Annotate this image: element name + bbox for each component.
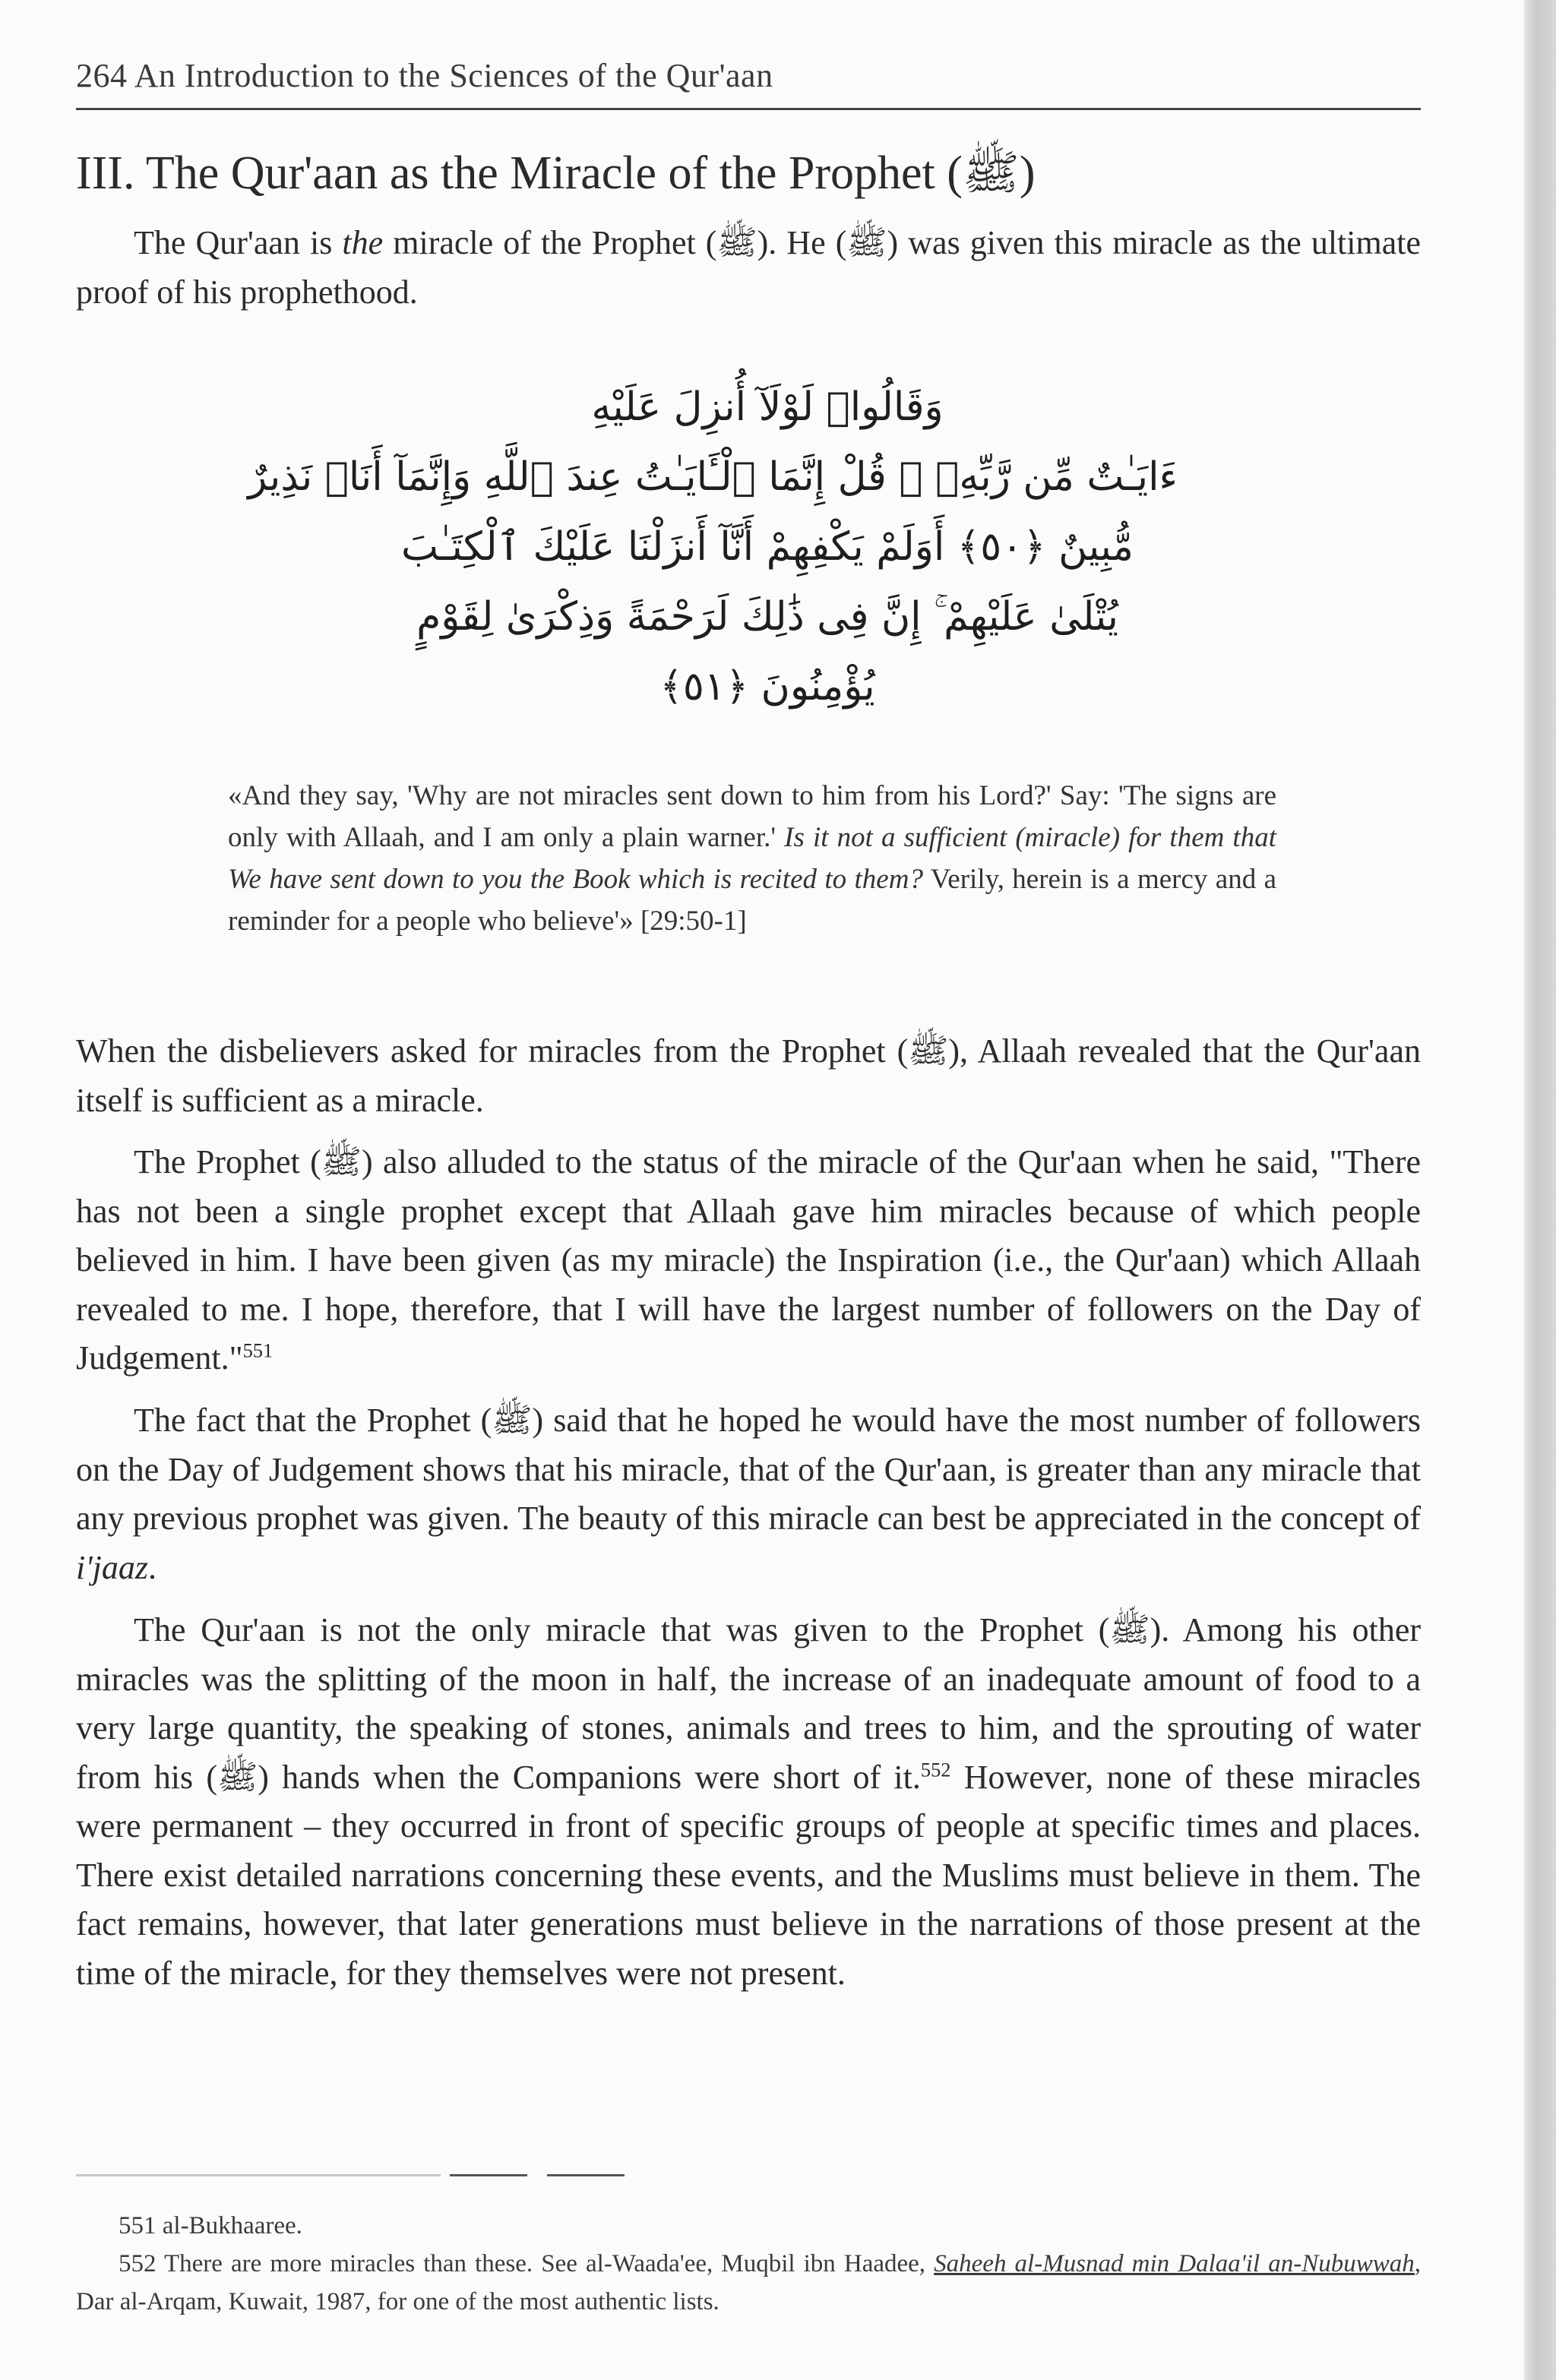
paragraph-other-miracles bbox=[76, 1606, 1421, 1998]
footnote-ref-551[interactable]: 551 bbox=[242, 1339, 274, 1362]
intro-emphasis: the bbox=[342, 224, 384, 261]
arabic-line: ءَايَـٰتٌ مِّن رَّبِّهِۦ ۖ قُلْ إِنَّمَا ٱلْـَٔايَـٰتُ عِندَ ٱللَّهِ وَإِنَّمَآ أَنَا۠ نَذِيرٌ bbox=[248, 454, 1178, 500]
footnote-552-title: Saheeh al-Musnad min Dalaa'il an-Nubuwwah bbox=[934, 2250, 1415, 2277]
footnote-552-text-a: 552 There are more miracles than these. See al-Waada'ee, Muqbil ibn Haadee, bbox=[119, 2250, 935, 2277]
footnote-rule bbox=[450, 2174, 527, 2176]
translation-text-2: Verily, herein is a mercy and a reminder for a people who believe'» [29:50-1] bbox=[228, 864, 1276, 937]
footnote-551: 551 al-Bukhaaree. bbox=[119, 2212, 302, 2239]
page-header bbox=[76, 50, 1421, 110]
footnotes bbox=[76, 2207, 1421, 2321]
footnote-552-text-b: , Dar al-Arqam, Kuwait, 1987, for one of the most authentic lists. bbox=[76, 2250, 1421, 2315]
intro-text-1: The Qur'aan is bbox=[134, 224, 343, 261]
verse-translation bbox=[228, 775, 1276, 942]
footnote-ref-552[interactable]: 552 bbox=[920, 1757, 951, 1781]
paragraph-followers bbox=[76, 1396, 1421, 1592]
arabic-line: مُّبِينٌ ﴿٥٠﴾ أَوَلَمْ يَكْفِهِمْ أَنَّآ أَنزَلْنَا عَلَيْكَ ٱلْكِتَـٰبَ bbox=[401, 524, 1134, 570]
footnote-rule-faint bbox=[76, 2174, 441, 2176]
arabic-line: وَقَالُوا۟ لَوْلَآ أُنزِلَ عَلَيْهِ bbox=[591, 384, 944, 430]
arabic-line: يُؤْمِنُونَ ﴿٥١﴾ bbox=[659, 664, 875, 710]
section-title: III. The Qur'aan as the Miracle of the Prophet (ﷺ) bbox=[76, 147, 1036, 199]
quran-arabic-verse bbox=[248, 372, 1178, 729]
paragraph-hadith bbox=[76, 1138, 1421, 1383]
translation-italic: Is it not a sufficient (miracle) for them that We have sent down to you the Book which is recited to them? bbox=[228, 822, 1276, 895]
running-head: 264 An Introduction to the Sciences of the Qur'aan bbox=[76, 57, 773, 94]
miracles-text-a: The Qur'aan is not the only miracle that was given to the Prophet (ﷺ). Among his other miracles was the splitting of the moon in half, the increase of an inadequate amount of food to a very large quantity, the speaking of stones, animals and trees to him, and the sprouting of water from his (ﷺ) hands when the Companions were short of it. bbox=[76, 1611, 1422, 1796]
footnote-rule bbox=[547, 2174, 625, 2176]
arabic-line: يُتْلَىٰ عَلَيْهِمْ ۚ إِنَّ فِى ذَٰلِكَ لَرَحْمَةً وَذِكْرَىٰ لِقَوْمٍ bbox=[416, 594, 1118, 640]
page-edge-shadow bbox=[1524, 0, 1556, 2380]
footnote-552 bbox=[76, 2245, 1421, 2321]
paragraph-disbelievers: When the disbelievers asked for miracles from the Prophet (ﷺ), Allaah revealed that the Qur'aan itself is sufficient as a miracle. bbox=[76, 1032, 1421, 1119]
intro-text-2: miracle of the Prophet (ﷺ). He (ﷺ) was given this miracle as the ultimate proof of his prophethood. bbox=[76, 224, 1421, 311]
intro-paragraph bbox=[76, 219, 1421, 317]
translation-text-1: «And they say, 'Why are not miracles sent down to him from his Lord?' Say: 'The signs are only with Allaah, and I am only a plain warner.' bbox=[228, 780, 1276, 853]
followers-end: . bbox=[147, 1548, 157, 1586]
miracles-text-b: However, none of these miracles were permanent – they occurred in front of specific groups of people at specific times and places. There exist detailed narrations concerning these events, and the Muslims must believe in them. The fact remains, however, that later generations must believe in the narrations of those present at the time of the miracle, for they themselves were not present. bbox=[76, 1758, 1422, 1992]
hadith-text: The Prophet (ﷺ) also alluded to the status of the miracle of the Qur'aan when he said, "There has not been a single prophet except that Allaah gave him miracles because of which people believed in him. I have been given (as my miracle) the Inspiration (i.e., the Qur'aan) which Allaah revealed to me. I hope, therefore, that I will have the largest number of followers on the Day of Judgement." bbox=[76, 1143, 1422, 1376]
ijaaz-term: i'jaaz bbox=[76, 1548, 148, 1586]
followers-text: The fact that the Prophet (ﷺ) said that he hoped he would have the most number of followers on the Day of Judgement shows that his miracle, that of the Qur'aan, is greater than any miracle that any previous prophet was given. The beauty of this miracle can best be appreciated in the concept of bbox=[76, 1402, 1421, 1537]
